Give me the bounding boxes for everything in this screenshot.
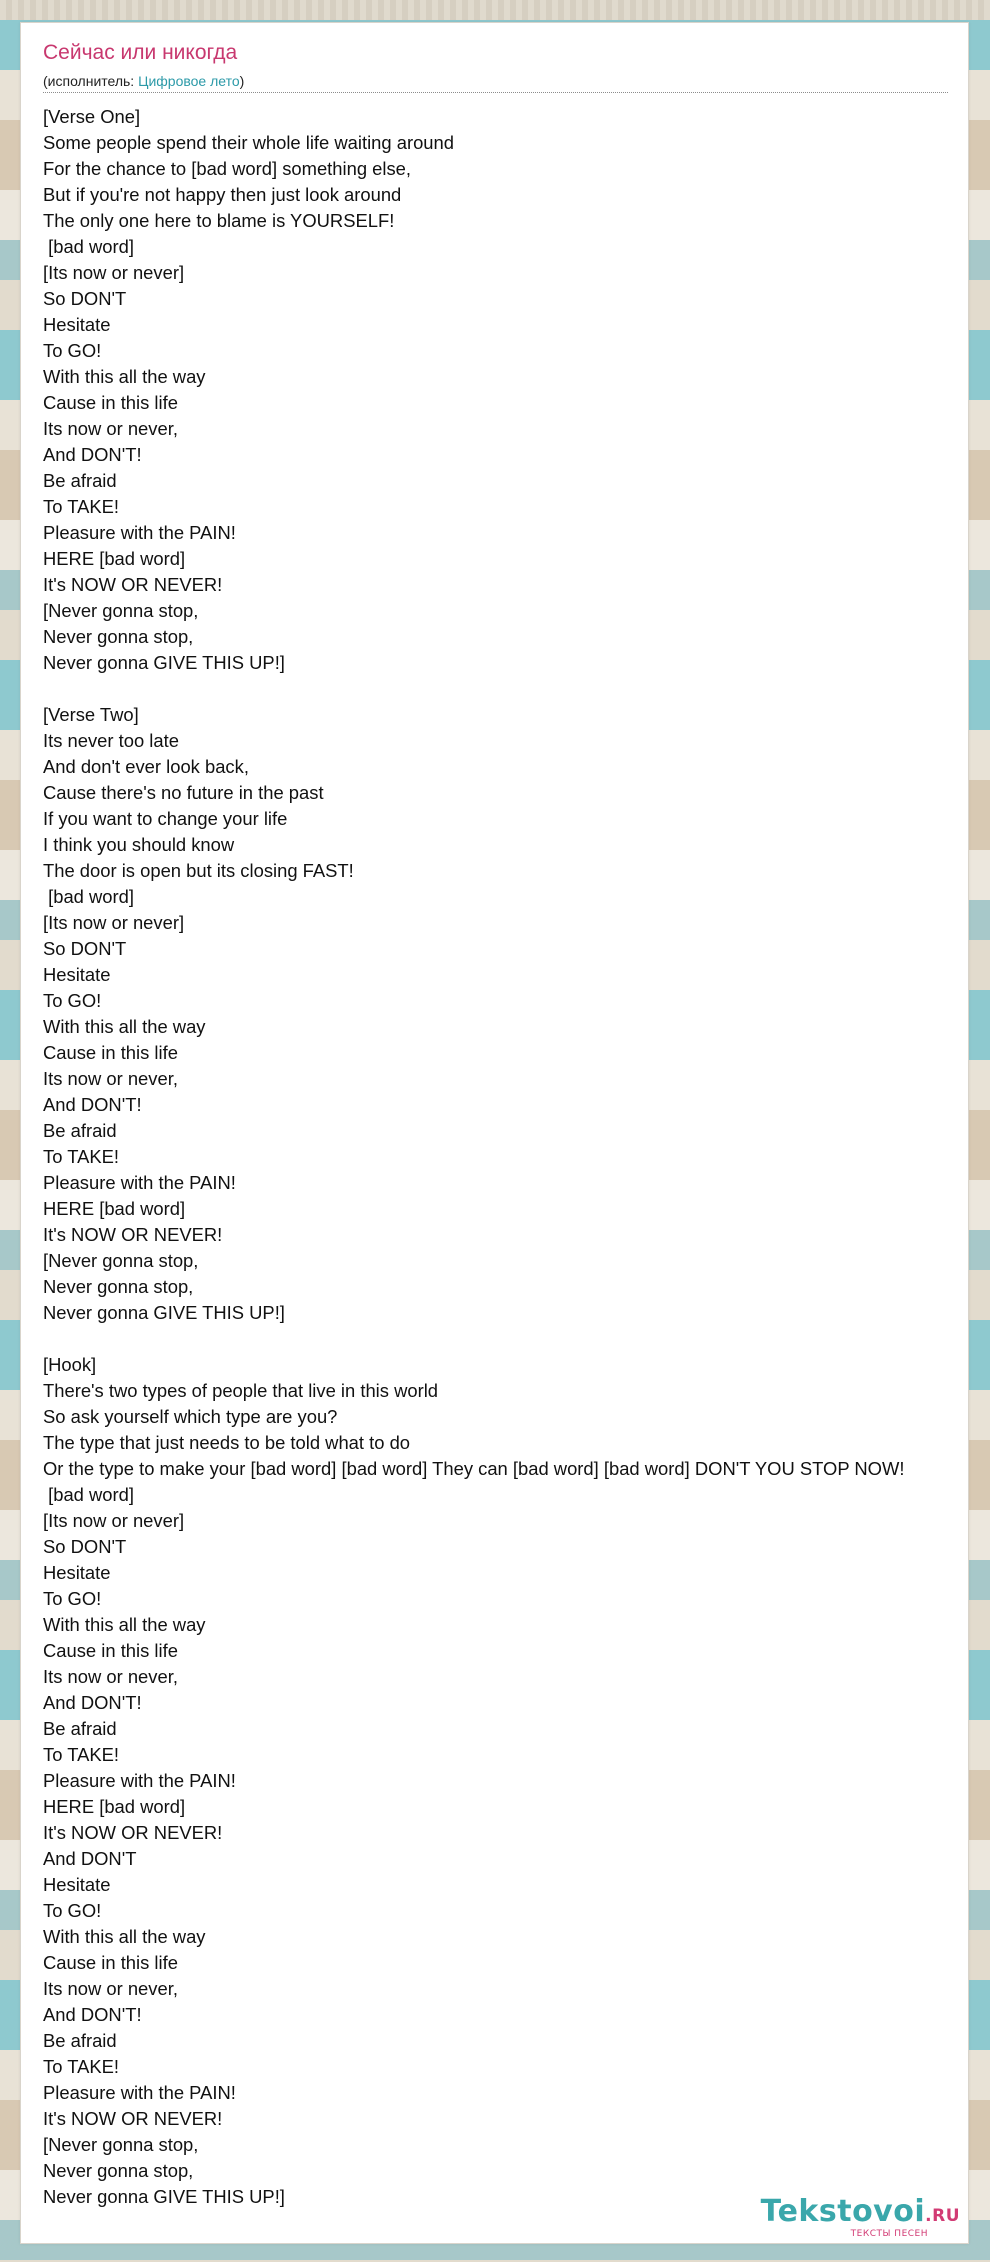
artist-suffix: ) (239, 73, 245, 89)
site-logo[interactable] (761, 2196, 960, 2239)
lyric-line: Never gonna stop, (43, 626, 194, 647)
lyric-line: Never gonna stop, (43, 1276, 194, 1297)
lyric-line: [Its now or never] (43, 912, 185, 933)
lyric-line: To TAKE! (43, 496, 119, 517)
lyric-line: [bad word] (43, 1484, 134, 1505)
lyric-line: [Verse One] (43, 106, 141, 127)
lyric-line: [Never gonna stop, (43, 1250, 199, 1271)
lyric-line: With this all the way (43, 366, 206, 387)
lyric-line: [Its now or never] (43, 1510, 185, 1531)
lyrics-card (20, 22, 969, 2244)
lyric-line: Hesitate (43, 1874, 111, 1895)
lyric-line: Cause in this life (43, 1042, 178, 1063)
lyric-line: HERE [bad word] (43, 548, 186, 569)
lyric-line: But if you're not happy then just look around (43, 184, 402, 205)
lyric-line: To TAKE! (43, 2056, 119, 2077)
lyric-line: I think you should know (43, 834, 235, 855)
lyric-line: Cause there's no future in the past (43, 782, 324, 803)
song-title: Сейчас или никогда (43, 41, 238, 64)
lyric-line: Cause in this life (43, 392, 178, 413)
lyric-line: It's NOW OR NEVER! (43, 1224, 223, 1245)
lyric-line: Its now or never, (43, 1978, 178, 1999)
lyric-line: So DON'T (43, 938, 127, 959)
lyric-line: And DON'T! (43, 1692, 142, 1713)
artist-link[interactable]: Цифровое лето (138, 73, 240, 89)
lyric-line: And DON'T (43, 1848, 137, 1869)
lyric-line: Cause in this life (43, 1640, 178, 1661)
lyric-line: Hesitate (43, 1562, 111, 1583)
lyric-line: Never gonna stop, (43, 2160, 194, 2181)
lyric-line: HERE [bad word] (43, 1198, 186, 1219)
lyric-line: To GO! (43, 990, 102, 1011)
lyric-line: Cause in this life (43, 1952, 178, 1973)
lyric-line: Hesitate (43, 964, 111, 985)
lyric-line: Never gonna GIVE THIS UP!] (43, 652, 285, 673)
lyric-line: The type that just needs to be told what to do (43, 1432, 411, 1453)
lyric-line: And DON'T! (43, 444, 142, 465)
lyric-line: [Never gonna stop, (43, 600, 199, 621)
logo-tagline: ТЕКСТЫ ПЕСЕН (850, 2229, 928, 2239)
logo-tld: .RU (925, 2206, 960, 2226)
lyric-line: So DON'T (43, 288, 127, 309)
lyric-line: The door is open but its closing FAST! (43, 860, 354, 881)
lyric-line: [bad word] (43, 236, 134, 257)
lyric-line: And DON'T! (43, 1094, 142, 1115)
lyric-line: And DON'T! (43, 2004, 142, 2025)
logo-name: Tekstovoi (760, 2194, 926, 2229)
lyric-line: [bad word] (43, 886, 134, 907)
lyric-line: Be afraid (43, 1718, 117, 1739)
lyric-line: Never gonna GIVE THIS UP!] (43, 2186, 285, 2207)
artist-prefix: (исполнитель: (43, 73, 139, 89)
lyric-line: [Verse Two] (43, 704, 139, 725)
lyric-line: Some people spend their whole life waiting around (43, 132, 454, 153)
lyric-line: [Never gonna stop, (43, 2134, 199, 2155)
lyric-line: With this all the way (43, 1614, 206, 1635)
lyric-line: To GO! (43, 1588, 102, 1609)
lyric-line: There's two types of people that live in this world (43, 1380, 439, 1401)
lyric-line: Its now or never, (43, 1666, 178, 1687)
lyric-line: Pleasure with the PAIN! (43, 1172, 236, 1193)
lyric-line: It's NOW OR NEVER! (43, 1822, 223, 1843)
lyric-line: It's NOW OR NEVER! (43, 574, 223, 595)
lyric-line: With this all the way (43, 1016, 206, 1037)
lyric-line: Its never too late (43, 730, 179, 751)
lyric-line: For the chance to [bad word] something else, (43, 158, 412, 179)
lyrics-text (43, 104, 904, 2210)
title-divider (43, 92, 948, 93)
lyric-line: [Its now or never] (43, 262, 185, 283)
lyric-line: Be afraid (43, 1120, 117, 1141)
lyric-line: With this all the way (43, 1926, 206, 1947)
lyric-line: Be afraid (43, 470, 117, 491)
top-decorative-band (0, 0, 990, 20)
logo-wordmark (761, 2196, 960, 2232)
lyric-line: And don't ever look back, (43, 756, 249, 777)
lyric-line: Its now or never, (43, 1068, 178, 1089)
lyric-line: Pleasure with the PAIN! (43, 522, 236, 543)
lyric-line: The only one here to blame is YOURSELF! (43, 210, 395, 231)
lyric-line: To GO! (43, 1900, 102, 1921)
lyric-line: If you want to change your life (43, 808, 288, 829)
lyric-line: HERE [bad word] (43, 1796, 186, 1817)
lyric-line: Hesitate (43, 314, 111, 335)
lyric-line: Pleasure with the PAIN! (43, 1770, 236, 1791)
lyric-line: Never gonna GIVE THIS UP!] (43, 1302, 285, 1323)
lyric-line: Pleasure with the PAIN! (43, 2082, 236, 2103)
lyric-line: [Hook] (43, 1354, 97, 1375)
lyric-line: To GO! (43, 340, 102, 361)
lyric-line: So DON'T (43, 1536, 127, 1557)
lyric-line: Its now or never, (43, 418, 178, 439)
lyric-line: Be afraid (43, 2030, 117, 2051)
lyric-line: To TAKE! (43, 1744, 119, 1765)
artist-line (43, 73, 244, 89)
lyric-line: It's NOW OR NEVER! (43, 2108, 223, 2129)
lyric-line: Or the type to make your [bad word] [bad word] They can [bad word] [bad word] DON'T YOU STOP NOW! (43, 1458, 905, 1479)
lyric-line: So ask yourself which type are you? (43, 1406, 338, 1427)
lyric-line: To TAKE! (43, 1146, 119, 1167)
